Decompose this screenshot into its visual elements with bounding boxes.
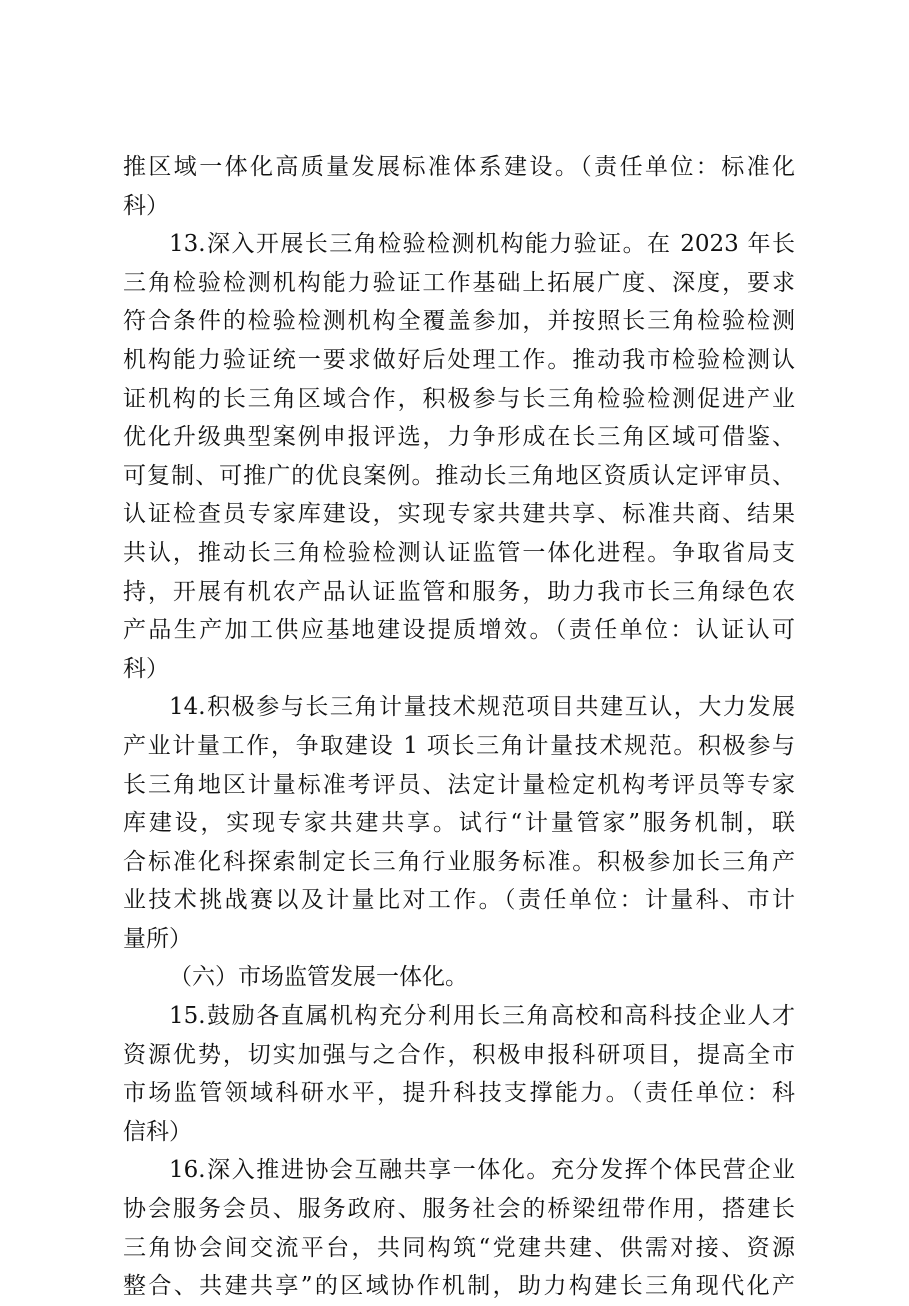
paragraph-line: 科） xyxy=(123,655,169,682)
paragraph-line: 三角协会间交流平台，共同构筑“党建共建、供需对接、资源 xyxy=(123,1234,795,1261)
document-body xyxy=(123,148,795,1306)
paragraph-line: 认证检查员专家库建设，实现专家共建共享、标准共商、结果 xyxy=(123,501,795,528)
paragraph-line: 量所） xyxy=(123,925,192,952)
paragraph-line: 优化升级典型案例申报评选，力争形成在长三角区域可借鉴、 xyxy=(123,424,795,451)
paragraph-line: 市场监管领域科研水平，提升科技支撑能力。（责任单位：科 xyxy=(123,1080,795,1107)
paragraph-line: 科） xyxy=(123,192,169,219)
paragraph-line: 库建设，实现专家共建共享。试行“计量管家”服务机制，联 xyxy=(123,810,795,837)
paragraph-line: 信科） xyxy=(123,1118,192,1145)
paragraph-line: 可复制、可推广的优良案例。推动长三角地区资质认定评审员、 xyxy=(123,462,795,489)
paragraph-line: 16.深入推进协会互融共享一体化。充分发挥个体民营企业 xyxy=(169,1157,795,1184)
paragraph-line: 整合、共建共享”的区域协作机制，助力构建长三角现代化产 xyxy=(123,1273,795,1300)
paragraph-line: 符合条件的检验检测机构全覆盖参加，并按照长三角检验检测 xyxy=(123,308,795,335)
paragraph-line: 长三角地区计量标准考评员、法定计量检定机构考评员等专家 xyxy=(123,771,795,798)
paragraph-line: 15.鼓励各直属机构充分利用长三角高校和高科技企业人才 xyxy=(169,1003,795,1030)
paragraph-line: 产业计量工作，争取建设 1 项长三角计量技术规范。积极参与 xyxy=(123,732,795,759)
section-heading: （六）市场监管发展一体化。 xyxy=(169,964,468,991)
paragraph-line: 合标准化科探索制定长三角行业服务标准。积极参加长三角产 xyxy=(123,848,795,875)
paragraph-line: 业技术挑战赛以及计量比对工作。（责任单位：计量科、市计 xyxy=(123,887,795,914)
paragraph-line: 14.积极参与长三角计量技术规范项目共建互认，大力发展 xyxy=(169,694,795,721)
paragraph-line: 共认，推动长三角检验检测认证监管一体化进程。争取省局支 xyxy=(123,539,795,566)
paragraph-line: 推区域一体化高质量发展标准体系建设。（责任单位：标准化 xyxy=(123,154,795,180)
paragraph-line: 机构能力验证统一要求做好后处理工作。推动我市检验检测认 xyxy=(123,346,795,373)
paragraph-line: 三角检验检测机构能力验证工作基础上拓展广度、深度，要求 xyxy=(123,269,795,296)
paragraph-line: 证机构的长三角区域合作，积极参与长三角检验检测促进产业 xyxy=(123,385,795,412)
paragraph-line: 产品生产加工供应基地建设提质增效。（责任单位：认证认可 xyxy=(123,617,795,644)
paragraph-line: 持，开展有机农产品认证监管和服务，助力我市长三角绿色农 xyxy=(123,578,795,605)
paragraph-line: 资源优势，切实加强与之合作，积极申报科研项目，提高全市 xyxy=(123,1041,795,1068)
paragraph-line: 13.深入开展长三角检验检测机构能力验证。在 2023 年长 xyxy=(169,231,795,258)
paragraph-line: 协会服务会员、服务政府、服务社会的桥梁纽带作用，搭建长 xyxy=(123,1196,795,1223)
